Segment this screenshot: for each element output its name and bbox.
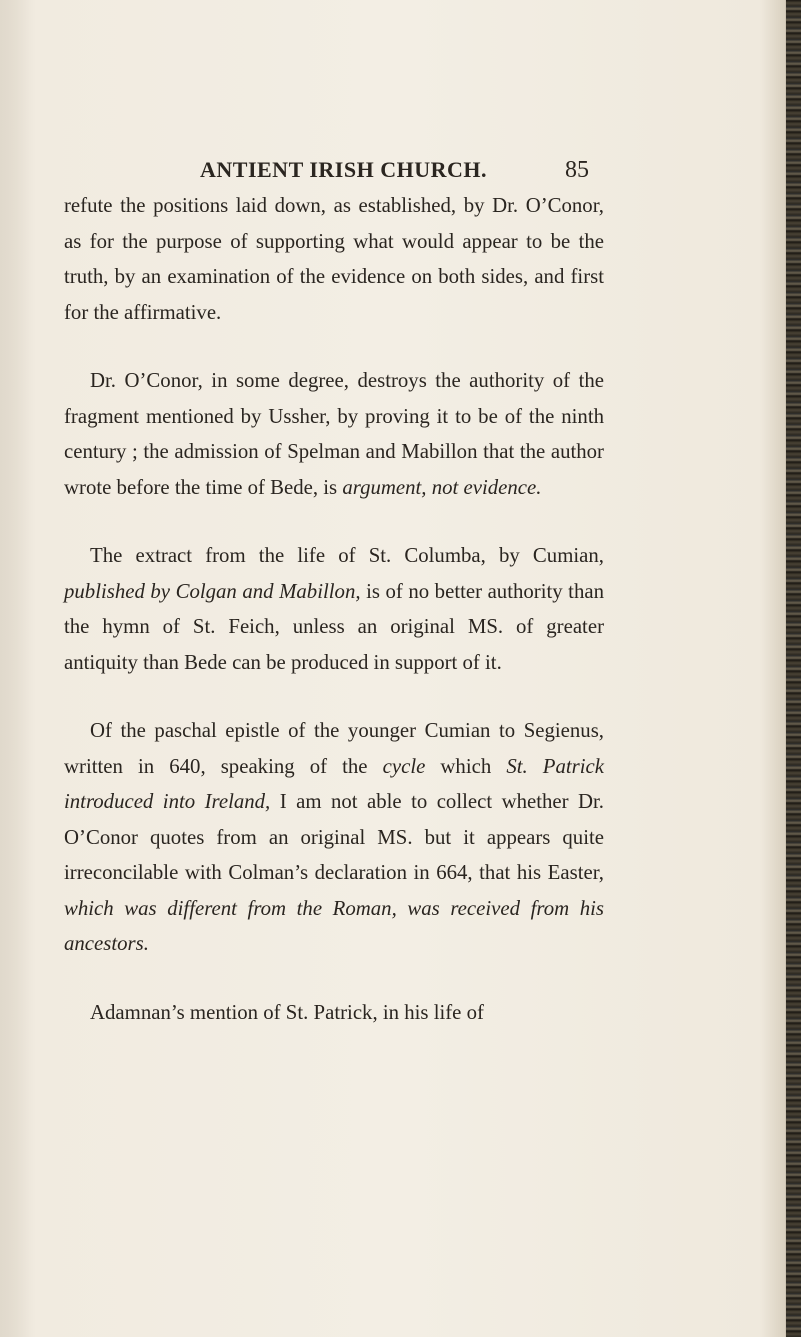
emphasis: argument, <box>342 475 427 499</box>
emphasis: not evidence. <box>431 475 542 499</box>
body-text <box>64 188 604 1030</box>
page-edge <box>786 0 801 1337</box>
emphasis: cycle <box>382 754 426 778</box>
page-number: 85 <box>565 157 589 183</box>
emphasis: which was different from the Roman, was received from his ancestors. <box>64 896 604 955</box>
emphasis: St. Patrick introduced into Ireland, <box>64 754 604 813</box>
page-gutter <box>0 0 36 1337</box>
running-head <box>0 150 801 190</box>
paragraph: Adamnan’s mention of St. Patrick, in his life of <box>90 1000 484 1024</box>
emphasis: published by Colgan and Mabillon, <box>64 579 361 603</box>
running-title: ANTIENT IRISH CHURCH. <box>200 157 487 182</box>
paragraph: Of the paschal epistle of the younger Cumian to Segienus, written in 640, speaking of the cycle which St. Patrick introduced into Ireland, I am not able to collect whether Dr. O’Conor quotes from an original MS. but it appears quite irreconcilable with Colman’s declaration in 664, that his Easter, which was different from the Roman, was received from his ancestors. <box>64 719 605 955</box>
paragraph: refute the positions laid down, as established, by Dr. O’Conor, as for the purpose of supporting what would appear to be the truth, by an examination of the evidence on both sides, and first for the affirmative. <box>64 194 604 324</box>
paragraph: Dr. O’Conor, in some degree, destroys the authority of the fragment mentioned by Ussher, by proving it to be of the ninth century ; the admission of Spelman and Mabillon that the author wrote before the time of Bede, is argument, not evidence. <box>64 369 604 499</box>
paragraph: The extract from the life of St. Columba, by Cumian, published by Colgan and Mabillon, is of no better authority than the hymn of St. Feich, unless an original MS. of greater antiquity than Bede can be produced in support of it. <box>64 544 604 674</box>
